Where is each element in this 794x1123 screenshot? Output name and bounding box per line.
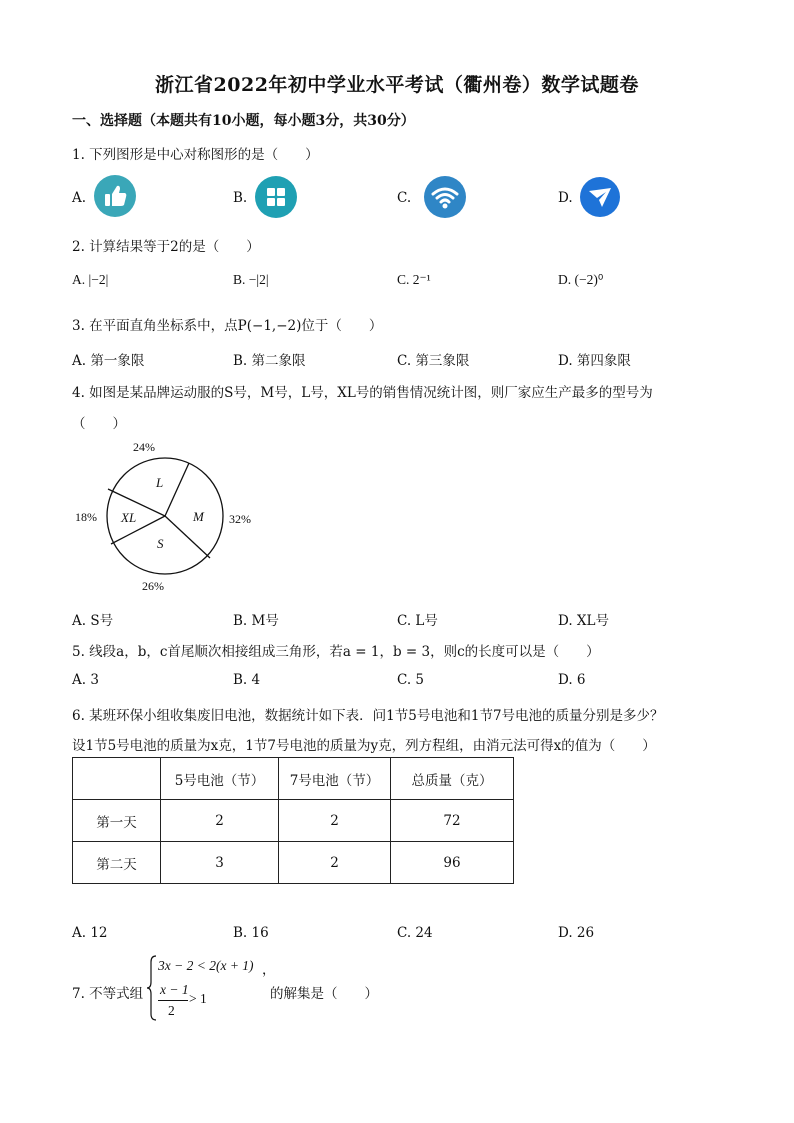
table-header-cell: 7号电池（节） — [279, 758, 391, 800]
q4-option-a: A. S号 — [72, 613, 114, 629]
q5-option-c: C. 5 — [397, 672, 425, 688]
q7-suffix: 的解集是（ ） — [270, 986, 378, 1002]
q6-option-a: A. 12 — [72, 925, 108, 941]
q7-inequality-1: 3x − 2 < 2(x + 1) — [158, 958, 254, 973]
q6-option-b: B. 16 — [233, 925, 269, 941]
table-header-cell: 总质量（克） — [391, 758, 514, 800]
q6-option-d: D. 26 — [558, 925, 595, 941]
pie-divider-l-m — [165, 463, 189, 516]
q4-option-d: D. XL号 — [558, 613, 610, 629]
battery-table — [72, 757, 514, 884]
q5-option-b: B. 4 — [233, 672, 261, 688]
q3-option-a: A. 第一象限 — [72, 353, 145, 369]
q2-stem: 2. 计算结果等于2的是（ ） — [72, 239, 260, 255]
q6-stem-line1: 6. 某班环保小组收集废旧电池，数据统计如下表．问1节5号电池和1节7号电池的质量分别是多少？ — [72, 708, 664, 724]
table-row — [73, 842, 514, 884]
q5-stem: 5. 线段a，b，c首尾顺次相接组成三角形，若a = 1，b = 3，则c的长度可以是（ ） — [72, 644, 600, 660]
table-cell: 96 — [391, 842, 514, 884]
q7-prefix: 7. 不等式组 — [72, 986, 144, 1002]
pie-percent-s: 26% — [142, 579, 164, 593]
q7-fraction-bar — [158, 1000, 188, 1001]
wifi-icon — [424, 176, 466, 218]
table-cell: 2 — [279, 842, 391, 884]
q3-option-d: D. 第四象限 — [558, 353, 631, 369]
pie-percent-m: 32% — [229, 512, 251, 526]
q7-fraction-denominator: 2 — [168, 1003, 175, 1018]
q3-option-c: C. 第三象限 — [397, 353, 470, 369]
table-cell: 3 — [161, 842, 279, 884]
pie-percent-xl: 18% — [75, 510, 97, 524]
pie-slice-label-m: M — [193, 509, 204, 524]
pie-percent-l: 24% — [133, 440, 155, 454]
table-header-row — [73, 758, 514, 800]
q4-option-c: C. L号 — [397, 613, 438, 629]
q2-option-c: C. 2⁻¹ — [397, 272, 431, 287]
page-title: 浙江省2022年初中学业水平考试（衢州卷）数学试题卷 — [155, 74, 639, 96]
q2-option-b: B. −|2| — [233, 272, 269, 287]
q7-comma: ， — [262, 962, 276, 978]
q1-label-d: D. — [558, 190, 573, 206]
pie-slice-label-s: S — [157, 536, 164, 551]
grid-icon — [255, 176, 297, 218]
table-row — [73, 800, 514, 842]
table-cell: 第二天 — [73, 842, 161, 884]
q4-stem-line1: 4. 如图是某品牌运动服的S号，M号，L号，XL号的销售情况统计图，则厂家应生产最多的型号为 — [72, 385, 653, 401]
q6-stem-line2: 设1节5号电池的质量为x克，1节7号电池的质量为y克，列方程组，由消元法可得x的值为（ ） — [72, 738, 656, 754]
q1-label-b: B. — [233, 190, 248, 206]
q2-option-d: D. (−2)⁰ — [558, 272, 604, 287]
q1-stem: 1. 下列图形是中心对称图形的是（ ） — [72, 147, 319, 163]
table-cell: 第一天 — [73, 800, 161, 842]
paper-plane-icon — [580, 177, 620, 217]
thumbs-up-icon — [94, 175, 136, 217]
q2-option-a: A. |−2| — [72, 272, 109, 287]
q5-option-a: A. 3 — [72, 672, 99, 688]
table-header-cell — [73, 758, 161, 800]
pie-chart — [70, 436, 270, 596]
pie-slice-label-xl: XL — [121, 510, 137, 525]
q5-option-d: D. 6 — [558, 672, 586, 688]
q3-option-b: B. 第二象限 — [233, 353, 306, 369]
q1-label-c: C. — [397, 190, 412, 206]
q6-option-c: C. 24 — [397, 925, 433, 941]
q1-label-a: A. — [72, 190, 87, 206]
q7-rhs: > 1 — [189, 991, 207, 1006]
q3-stem: 3. 在平面直角坐标系中，点P(−1,−2)位于（ ） — [72, 318, 383, 334]
q4-option-b: B. M号 — [233, 613, 279, 629]
pie-divider-xl-l — [108, 489, 165, 516]
table-cell: 2 — [161, 800, 279, 842]
brace-icon — [146, 954, 158, 1022]
q4-stem-line2: （ ） — [72, 416, 126, 432]
table-cell: 72 — [391, 800, 514, 842]
table-header-cell: 5号电池（节） — [161, 758, 279, 800]
table-cell: 2 — [279, 800, 391, 842]
pie-slice-label-l: L — [156, 475, 164, 490]
q7-fraction-numerator: x − 1 — [160, 982, 189, 997]
section-heading: 一、选择题（本题共有10小题，每小题3分，共30分） — [72, 113, 415, 129]
